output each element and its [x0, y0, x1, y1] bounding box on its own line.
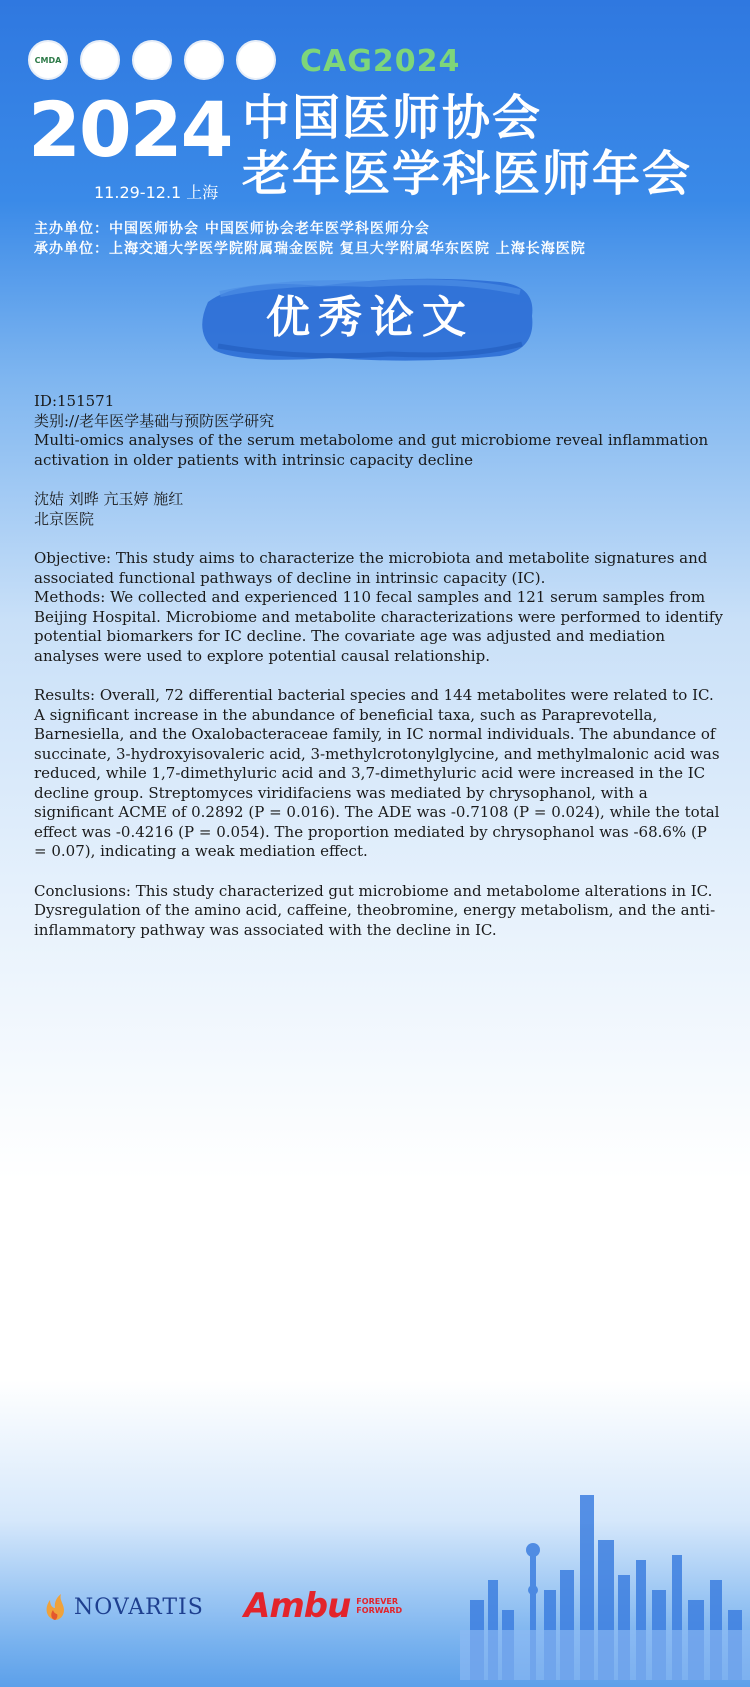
organizer-line: 承办单位：上海交通大学医学院附属瑞金医院 复旦大学附属华东医院 上海长海医院	[34, 241, 586, 257]
paper-title: Multi-omics analyses of the serum metabolome and gut microbiome reveal inflammation activation in older patients with intrinsic capacity decline	[34, 431, 709, 469]
society-logo-5	[236, 40, 276, 80]
event-title-line2: 老年医学科医师年会	[242, 146, 693, 202]
ambu-logo	[244, 1586, 402, 1626]
paper-conclusions: Conclusions: This study characterized gut microbiome and metabolome alterations in IC. Dysregulation of the amino acid, caffeine, theobromine, energy metabolism, and the anti-inflammatory pathway was associated with the decline in IC.	[34, 881, 716, 939]
ambu-wordmark: Ambu	[244, 1586, 351, 1626]
paper-objective: Objective: This study aims to characterize the microbiota and metabolite signatures and associated functional pathways of decline in intrinsic capacity (IC).	[34, 549, 708, 587]
paper-abstract	[34, 392, 724, 940]
ambu-tagline-line2: FORWARD	[356, 1606, 403, 1615]
paper-results: Results: Overall, 72 differential bacterial species and 144 metabolites were related to IC. A significant increase in the abundance of beneficial taxa, such as Paraprevotella, Barnesiella, and the Oxalobacteraceae family, in IC normal individuals. The abundance of succinate, 3-hydroxyisovaleric acid, 3-methylcrotonylglycine, and methylmalonic acid was reduced, while 1,7-dimethyluric acid and 3,7-dimethyluric acid were increased in the IC decline group. Streptomyces viridifaciens was mediated by chrysophanol, with a significant ACME of 0.2892 (P = 0.016). The ADE was -0.7108 (P = 0.024), while the total effect was -0.4216 (P = 0.054). The proportion mediated by chrysophanol was -68.6% (P = 0.07), indicating a weak mediation effect.	[34, 686, 720, 860]
ambu-tagline-line1: FOREVER	[356, 1597, 399, 1606]
city-skyline-illustration	[460, 1480, 750, 1680]
cmda-logo: CMDA	[28, 40, 68, 80]
event-date: 11.29-12.1 上海	[94, 183, 219, 202]
society-logo-4	[184, 40, 224, 80]
novartis-wordmark: NOVARTIS	[74, 1594, 204, 1620]
society-logo-3	[132, 40, 172, 80]
excellent-paper-banner-label: 优秀论文	[266, 292, 474, 343]
event-title-line1: 中国医师协会	[242, 90, 543, 146]
paper-authors: 沈姞 刘晔 亢玉婷 施红	[34, 490, 184, 508]
society-logo-2	[80, 40, 120, 80]
paper-affiliation: 北京医院	[34, 509, 95, 528]
paper-id: ID:151571	[34, 392, 115, 410]
novartis-flame-icon	[42, 1592, 68, 1622]
cag-logo: CAG2024	[300, 44, 461, 79]
host-line: 主办单位：中国医师协会 中国医师协会老年医学科医师分会	[34, 221, 430, 237]
event-year: 2024	[28, 85, 232, 174]
ambu-tagline	[356, 1597, 402, 1615]
paper-category: 类别://老年医学基础与预防医学研究	[34, 411, 275, 430]
paper-methods: Methods: We collected and experienced 110 fecal samples and 121 serum samples from Beijing Hospital. Microbiome and metabolite characterizations were performed to identify potential biomarkers for IC decline. The covariate age was adjusted and mediation analyses were used to explore potential causal relationship.	[34, 588, 723, 665]
novartis-logo	[42, 1592, 204, 1622]
society-logos	[28, 40, 276, 80]
